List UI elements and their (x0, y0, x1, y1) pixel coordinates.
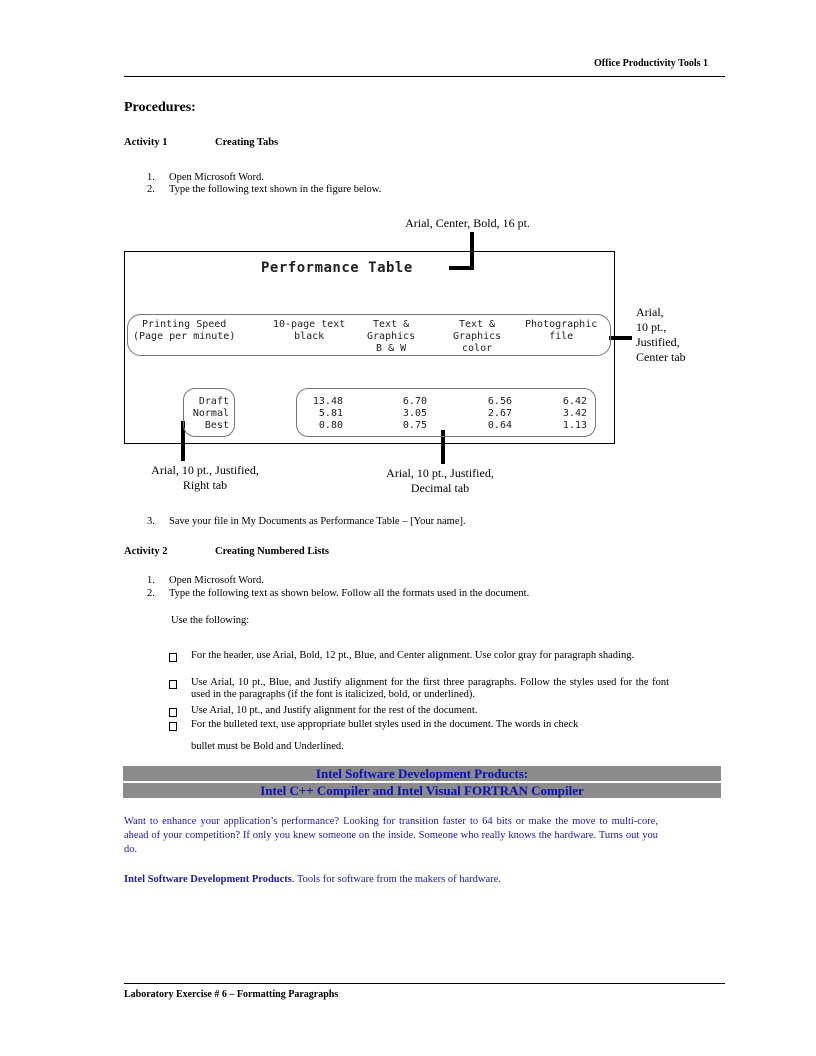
value-cell: 6.56 (487, 396, 512, 407)
activity1-step-2 (147, 184, 382, 195)
performance-table-figure (124, 251, 615, 444)
col-header-line: (Page per minute) (133, 331, 236, 342)
callout-line: Center tab (636, 350, 686, 364)
bullet-continuation: bullet must be Bold and Underlined. (191, 741, 344, 752)
col-header-line: 10-page text (273, 319, 346, 330)
callout-line: Justified, (636, 335, 680, 349)
step-number: 2. (147, 588, 155, 599)
figure-title: Performance Table (261, 260, 413, 276)
activity1-step-1 (147, 172, 264, 183)
value-cell: 6.42 (562, 396, 587, 407)
bullet-text: For the header, use Arial, Bold, 12 pt., Blue, and Center alignment. Use color gray for paragraph shading. (191, 650, 635, 661)
sample-header-line-1: Intel Software Development Products: (123, 766, 721, 781)
checkbox-bullet-icon (169, 680, 177, 689)
row-label: Best (204, 420, 229, 431)
col-header-line: Printing Speed (142, 319, 227, 330)
sample-paragraph-1: Want to enhance your application’s performance? Looking for transition faster to 64 bits or make the move to multi-core, ahead of your competition? If only you knew someone on the inside. Someone who really knows the hardware. Turns out you do. (124, 816, 658, 855)
col-header (133, 319, 235, 343)
activity1-heading (124, 137, 279, 148)
step-text: Open Microsoft Word. (169, 172, 264, 183)
use-following-text: Use the following: (171, 615, 250, 626)
activity1-step-3 (147, 516, 466, 527)
checkbox-bullet-icon (169, 722, 177, 731)
values-col-3 (470, 396, 512, 432)
callout-right-tab (125, 463, 285, 493)
step-number: 1. (147, 172, 155, 183)
activity1-title: Creating Tabs (215, 137, 279, 148)
col-header (525, 319, 597, 343)
sample-header-line-2: Intel C++ Compiler and Intel Visual FORTRAN Compiler (123, 783, 721, 798)
values-col-2 (385, 396, 427, 432)
callout-title-format: Arial, Center, Bold, 16 pt. (405, 216, 530, 230)
col-header-line: file (549, 331, 574, 342)
value-cell: 6.70 (402, 396, 427, 407)
value-cell: 13.48 (312, 396, 343, 407)
procedures-heading: Procedures: (124, 100, 196, 115)
step-text: Open Microsoft Word. (169, 575, 264, 586)
step-number: 1. (147, 575, 155, 586)
row-label: Normal (192, 408, 229, 419)
bullet-text: For the bulleted text, use appropriate bullet styles used in the document. The words in check (191, 719, 579, 730)
activity2-step-1 (147, 575, 264, 586)
value-cell: 3.42 (562, 408, 587, 419)
activity1-label: Activity 1 (124, 137, 168, 148)
col-header-line: Photographic (525, 319, 598, 330)
activity2-step-2 (147, 588, 530, 599)
value-cell: 0.64 (487, 420, 512, 431)
callout-line: Arial, 10 pt., Justified, (386, 466, 494, 480)
value-cell: 5.81 (318, 408, 343, 419)
bullet-text: Use Arial, 10 pt., Blue, and Justify alignment for the first three paragraphs. Follow the styles used for the font used in the paragraphs (if the font is italicized, bold, or underlined). (191, 677, 669, 700)
step-text: Type the following text shown in the figure below. (169, 184, 382, 195)
col-header-line: color (462, 343, 493, 354)
col-header (367, 319, 415, 355)
step-number: 3. (147, 516, 155, 527)
activity2-heading (124, 546, 329, 557)
checkbox-bullet-icon (169, 653, 177, 662)
sample-paragraph-2-bold: Intel Software Development Products (124, 874, 292, 885)
bullet-text: Use Arial, 10 pt., and Justify alignment for the rest of the document. (191, 705, 478, 716)
header-rule (124, 76, 725, 77)
step-text: Save your file in My Documents as Performance Table – [Your name]. (169, 516, 466, 527)
sample-paragraph-2 (124, 873, 658, 887)
col-header (273, 319, 345, 343)
callout-line: Decimal tab (410, 481, 470, 495)
callout-line: Arial, 10 pt., Justified, (151, 463, 259, 477)
row-label: Draft (198, 396, 229, 407)
callout-line: Arial, (636, 305, 664, 319)
activity2-label: Activity 2 (124, 546, 168, 557)
col-header-line: Text & (459, 319, 496, 330)
col-header-line: B & W (376, 343, 407, 354)
value-cell: 3.05 (402, 408, 427, 419)
col-header-line: black (294, 331, 325, 342)
running-footer: Laboratory Exercise # 6 – Formatting Paragraphs (124, 989, 339, 1000)
callout-line: Right tab (182, 478, 228, 492)
value-cell: 2.67 (487, 408, 512, 419)
sample-paragraph-2-rest: . Tools for software from the makers of hardware. (291, 874, 501, 885)
step-text: Type the following text as shown below. Follow all the formats used in the document. (169, 588, 530, 599)
value-cell: 0.80 (318, 420, 343, 431)
col-header (453, 319, 501, 355)
running-header: Office Productivity Tools 1 (594, 58, 708, 69)
callout-line: 10 pt., (636, 320, 667, 334)
activity2-title: Creating Numbered Lists (215, 546, 329, 557)
value-cell: 0.75 (402, 420, 427, 431)
step-number: 2. (147, 184, 155, 195)
row-labels (185, 396, 229, 432)
callout-center-tab (636, 305, 686, 365)
values-col-4 (545, 396, 587, 432)
col-header-line: Graphics (453, 331, 502, 342)
footer-rule (124, 983, 725, 984)
values-col-1 (301, 396, 343, 432)
callout-decimal-tab (365, 466, 515, 496)
col-header-line: Graphics (367, 331, 416, 342)
col-header-line: Text & (373, 319, 410, 330)
checkbox-bullet-icon (169, 708, 177, 717)
value-cell: 1.13 (562, 420, 587, 431)
